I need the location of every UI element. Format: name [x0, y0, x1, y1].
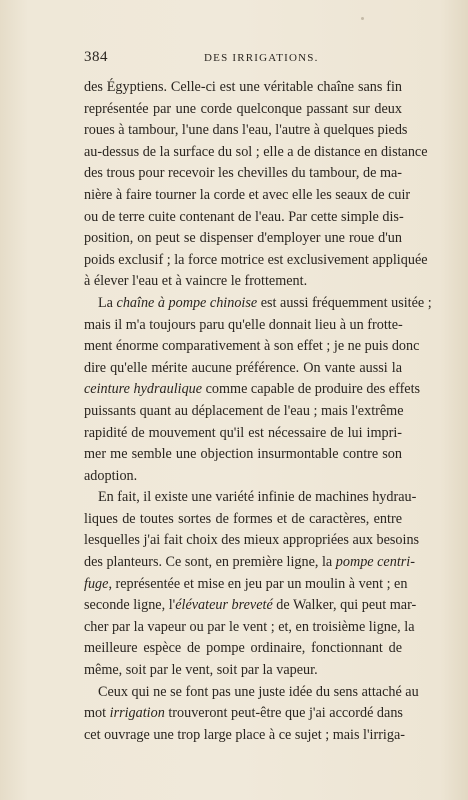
text-line [84, 466, 402, 488]
text-segment: lesquelles j'ai fait choix des mieux appropriées aux besoins [84, 532, 420, 549]
paragraph-2 [84, 293, 432, 487]
body-text [84, 77, 432, 746]
text-line: poids exclusif ; la force motrice est exclusivement appliquée [84, 251, 428, 268]
text-line [84, 379, 421, 401]
text-line: position, on peut se dispenser d'employer une roue d'un [84, 230, 402, 247]
text-segment: En fait, il existe une variété infinie de machines hydrau- [98, 489, 417, 506]
text-line: roues à tambour, l'une dans l'eau, l'autre à quelques pieds [84, 122, 408, 139]
text-line [84, 595, 417, 617]
italic-term: ceinture hydraulique [84, 381, 203, 398]
text-line [84, 530, 420, 552]
text-segment: adoption. [84, 467, 138, 484]
text-line [84, 660, 402, 682]
text-segment: mais il m'a toujours paru qu'elle donnait lieu à un frotte- [84, 316, 403, 333]
text-segment: Ceux qui ne se font pas une juste idée du sens attaché au [98, 683, 419, 700]
text-segment: cet ouvrage une trop large place à ce sujet ; mais l'irriga- [84, 726, 405, 743]
text-line [84, 444, 402, 466]
text-line [84, 638, 402, 660]
text-segment: de Walker, qui peut mar- [272, 597, 417, 614]
text-line: au-dessus de la surface du sol ; elle a de distance en distance [84, 143, 428, 160]
paragraph-4 [84, 682, 419, 747]
text-segment: même, soit par le vent, soit par la vapeur. [84, 662, 318, 679]
italic-term: irrigation [109, 705, 165, 722]
text-line [84, 617, 415, 639]
text-segment: cher par la vapeur ou par le vent ; et, en troisième ligne, la [84, 618, 415, 635]
running-head [84, 49, 402, 69]
running-title: DES IRRIGATIONS. [204, 52, 319, 64]
text-line [84, 487, 417, 509]
text-segment: mer me semble une objection insurmontable contre son [84, 446, 402, 463]
text-segment: meilleure espèce de pompe ordinaire, fonctionnant de [84, 640, 402, 657]
text-line [84, 552, 415, 574]
text-segment: mot [84, 705, 110, 722]
text-segment: , représentée et mise en jeu par un moulin à vent ; en [108, 575, 408, 592]
text-line [84, 336, 420, 358]
text-line: représentée par une corde quelconque passant sur deux [84, 100, 402, 117]
text-segment: dire qu'elle mérite aucune préférence. On vante aussi la [84, 359, 402, 376]
text-line [84, 293, 432, 315]
text-segment: liques de toutes sortes de formes et de caractères, entre [84, 510, 402, 527]
text-segment: La [98, 294, 117, 311]
text-line: des trous pour recevoir les chevilles du tambour, de ma- [84, 165, 402, 182]
text-segment: est aussi fréquemment usitée ; [257, 294, 432, 311]
text-line [84, 423, 402, 445]
text-line [84, 509, 402, 531]
paper-spot [361, 17, 364, 20]
text-line [84, 725, 405, 747]
text-segment: comme capable de produire des effets [202, 381, 421, 398]
text-line [84, 358, 402, 380]
paragraph-1 [84, 77, 428, 293]
italic-term: chaîne à pompe chinoise [116, 294, 258, 311]
paragraph-3 [84, 487, 420, 681]
italic-term: fuge [84, 575, 109, 592]
text-line [84, 574, 408, 596]
text-line [84, 703, 402, 725]
text-line [84, 315, 402, 337]
text-line [84, 682, 419, 704]
text-line: ou de terre cuite contenant de l'eau. Par cette simple dis- [84, 208, 404, 225]
text-segment: puissants quant au déplacement de l'eau ; mais l'extrême [84, 402, 404, 419]
italic-term: élévateur breveté [175, 597, 273, 614]
text-line: nière à faire tourner la corde et avec elle les seaux de cuir [84, 186, 411, 203]
text-segment: seconde ligne, l' [84, 597, 176, 614]
text-segment: des planteurs. Ce sont, en première ligne, la [84, 554, 336, 571]
italic-term: pompe centri- [335, 554, 415, 571]
text-line: à élever l'eau et à vaincre le frottement. [84, 273, 308, 290]
text-segment: rapidité de mouvement qu'il est nécessaire de lui impri- [84, 424, 402, 441]
page-number: 384 [84, 49, 108, 65]
text-line: des Égyptiens. Celle-ci est une véritable chaîne sans fin [84, 79, 402, 95]
text-segment: ment énorme comparativement à son effet ; je ne puis donc [84, 338, 420, 355]
text-line [84, 401, 402, 423]
text-segment: trouveront peut-être que j'ai accordé dans [164, 705, 403, 722]
